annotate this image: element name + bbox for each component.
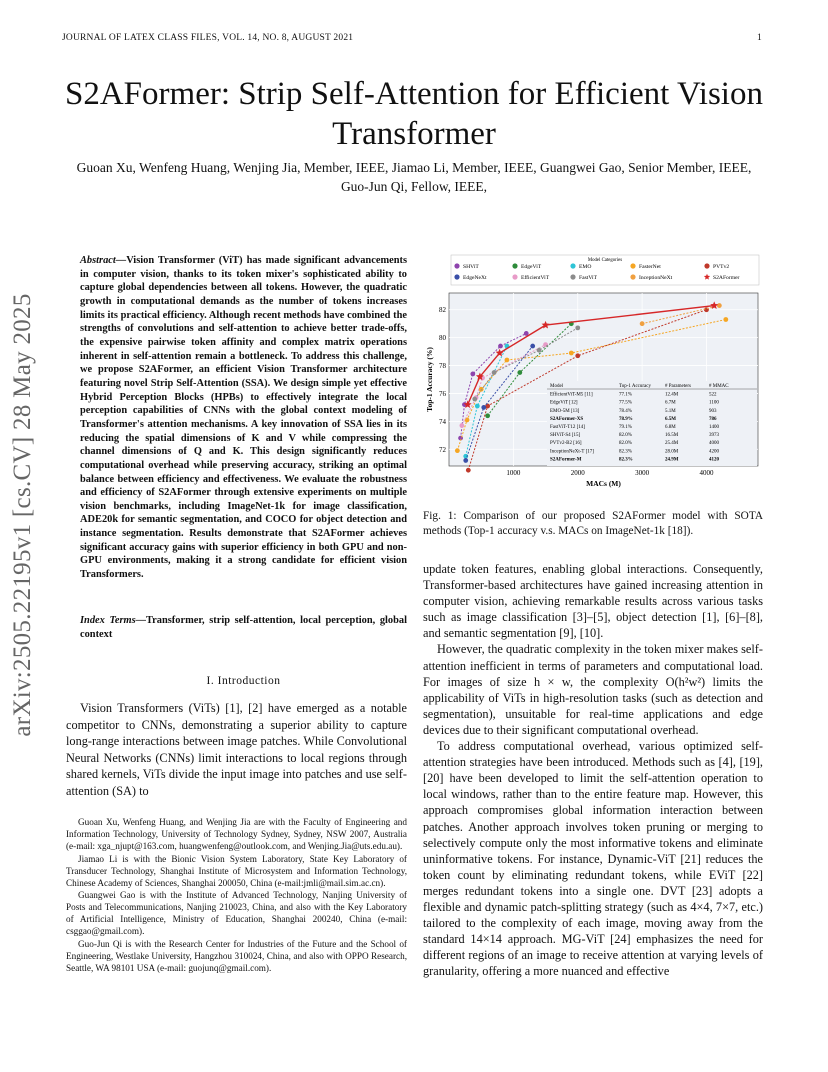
- table-header: Model: [550, 384, 564, 389]
- arxiv-stamp[interactable]: [6, 270, 40, 760]
- table-cell: InceptionNeXt-T [17]: [550, 449, 594, 455]
- y-tick-label: 80: [439, 334, 446, 343]
- data-point: [717, 303, 722, 308]
- table-cell: 28.0M: [665, 449, 679, 455]
- table-cell: EfficientViT-M5 [11]: [550, 392, 593, 398]
- paper-title: S2AFormer: Strip Self-Attention for Efficient Vision Transformer: [65, 76, 763, 152]
- legend-label: EfficientViT: [521, 275, 550, 281]
- table-cell: 903: [709, 408, 717, 414]
- table-cell: 82.0%: [619, 441, 632, 447]
- data-point: [466, 468, 471, 473]
- body-paragraph: To address computational overhead, various optimized self-attention strategies have been introduced. Methods such as [4], [19], [20] have been developed to limit the self-attention operation to local windows, rather than to the entire feature map. However, this approach compromises global information interaction between patches. Another approach involves token pruning or merging to selectively compute only the most informative tokens and eliminate uninformative tokens. For instance, Dynamic-ViT [21] reduces the token count by eliminating redundant tokens, while EViT [22] merges redundant tokens into a single one. DVT [23] adopts a flexible and dynamic patch-splitting strategy (such as 4×4, 7×7, etc.) tailored to the complexity of each image, moving away from the standard 14×14 approach. MG-ViT [24] emphasizes the need for different regions of an image to receive attention at varying levels of granularity, offering a more nuanced and effective: [423, 739, 763, 979]
- y-tick-label: 82: [439, 306, 446, 315]
- legend-label: SHViT: [463, 264, 479, 270]
- footnote: Jiamao Li is with the Bionic Vision System Laboratory, State Key Laboratory of Transducer Technology, Shanghai Institute of Microsystem and Information Technology, Chinese Academy of Sciences, Shanghai 200050, China (e-mail:jmli@mail.sim.ac.cn).: [66, 853, 407, 888]
- legend-label: InceptionNeXt: [639, 275, 673, 281]
- x-axis-label: MACs (M): [586, 479, 621, 488]
- data-point: [479, 387, 484, 392]
- legend-marker: [512, 274, 517, 279]
- abstract-label: Abstract—: [80, 255, 127, 266]
- legend-marker: [570, 274, 575, 279]
- legend-label: FasterNet: [639, 264, 661, 270]
- body-paragraph: However, the quadratic complexity in the token mixer makes self-attention inefficient in terms of parameters and computational load. For images of size h × w, the complexity O(h²w²) limits the applicability of ViTs in high-resolution tasks (such as detection and segmentation), unsuitable for real-time applications and edge devices due to their significant computational overhead.: [423, 642, 763, 737]
- table-cell: 12.4M: [665, 392, 679, 398]
- table-cell: 4120: [709, 457, 719, 463]
- table-cell: 82.3%: [619, 449, 632, 455]
- table-cell: 79.1%: [619, 425, 632, 430]
- y-tick-label: 76: [439, 389, 446, 398]
- intro-paragraph: Vision Transformers (ViTs) [1], [2] have emerged as a notable competitor to CNNs, demonstrating a superior ability to capture long-range interactions between image patches. While Convolutional Neural Networks (CNNs) limit interactions to local regions through shared kernels, ViTs divide the input image into patches and use self-attention (SA) to: [66, 701, 407, 798]
- legend-marker: [630, 274, 635, 279]
- legend-label: EdgeViT: [521, 264, 542, 270]
- table-cell: 4000: [709, 441, 719, 447]
- data-point: [530, 344, 535, 349]
- data-point: [492, 370, 497, 375]
- figure-caption: Fig. 1: Comparison of our proposed S2AFormer model with SOTA methods (Top-1 accuracy v.s. MACs on ImageNet-1k [18]).: [423, 510, 763, 537]
- table-cell: 78.9%: [619, 416, 633, 422]
- legend-label: S2AFormer: [713, 275, 740, 281]
- table-cell: EMO-5M [13]: [550, 408, 580, 414]
- legend-marker: [454, 263, 459, 268]
- table-cell: FastViT-T12 [14]: [550, 425, 585, 430]
- abstract: [80, 254, 407, 582]
- table-header: Top-1 Accuracy: [619, 384, 651, 389]
- data-point: [485, 413, 490, 418]
- table-header: # Parameters: [665, 384, 691, 389]
- journal-header: JOURNAL OF LATEX CLASS FILES, VOL. 14, NO. 8, AUGUST 2021: [62, 33, 354, 43]
- table-cell: 16.5M: [665, 433, 679, 439]
- table-cell: 6.8M: [665, 425, 676, 430]
- table-cell: 25.4M: [665, 441, 679, 447]
- legend-marker: [512, 263, 517, 268]
- table-cell: 5.1M: [665, 408, 676, 414]
- page-number: 1: [757, 33, 762, 43]
- author-list: Guoan Xu, Wenfeng Huang, Wenjing Jia, Member, IEEE, Jiamao Li, Member, IEEE, Guangwei Gao, Senior Member, IEEE, Guo-Jun Qi, Fellow, IEEE,: [76, 160, 752, 194]
- legend-label: EMO: [579, 264, 592, 270]
- table-cell: 82.3%: [619, 457, 633, 463]
- table-cell: 24.9M: [665, 457, 679, 463]
- table-cell: 4200: [709, 449, 719, 455]
- table-cell: SHViT-S4 [15]: [550, 433, 581, 439]
- data-point: [569, 351, 574, 356]
- abstract-text: Vision Transformer (ViT) has made significant advancements in computer vision, thanks to its token mixer's sophisticated ability to capture global dependencies between all tokens. However, the quadratic growth in computational demands as the number of tokens increases limits its practical efficiency. Although recent methods have combined the strengths of convolutions and self-attention to achieve better trade-offs, the expensive pairwise token affinity and complex matrix operations inherent in self-attention remain a bottleneck. To address this challenge, we propose S2AFormer, an efficient Vision Transformer architecture featuring novel Strip Self-Attention (SSA). We design simple yet effective Hybrid Perception Blocks (HPBs) to effectively integrate the local perception capabilities of CNNs with the global context modeling of Transformer's attention mechanisms. A key innovation of SSA lies in its reducing the spatial dimensions of K and V while compressing the channel dimensions of Q and K. This design significantly reduces computational overhead while preserving accuracy, striking an optimal balance between efficiency and effectiveness. We evaluate the robustness and efficiency of S2AFormer through extensive experiments on multiple vision benchmarks, including ImageNet-1k for image classification, ADE20k for semantic segmentation, and COCO for object detection and instance segmentation. Results demonstrate that S2AFormer achieves significant accuracy gains with superior efficiency in both GPU and non-GPU environments, making it a strong candidate for efficient vision Transformers.: [80, 255, 407, 581]
- data-point: [455, 448, 460, 453]
- table-cell: 77.1%: [619, 392, 632, 398]
- y-tick-label: 78: [439, 362, 446, 371]
- data-point: [472, 397, 477, 402]
- y-axis-label: Top-1 Accuracy (%): [425, 347, 434, 412]
- table-cell: 82.0%: [619, 433, 632, 439]
- legend-title: Model Categories: [587, 258, 623, 263]
- legend-label: FastViT: [579, 275, 597, 281]
- footnote: Guo-Jun Qi is with the Research Center for Industries of the Future and the School of Engineering, Westlake University, Hangzhou 310024, China, and also with OPPO Research, Seattle, WA 98101 USA (e-mail: guojunq@gmail.com).: [66, 939, 407, 973]
- table-cell: S2AFormer-XS: [550, 416, 584, 422]
- data-point: [575, 325, 580, 330]
- index-terms-label: Index Terms—: [80, 615, 147, 626]
- legend-marker: [454, 274, 459, 279]
- table-cell: PVTv2-B2 [16]: [550, 441, 582, 447]
- index-terms: [80, 614, 407, 641]
- data-point: [463, 458, 468, 463]
- arxiv-stamp-text: arXiv:2505.22195v1 [cs.CV] 28 May 2025: [9, 293, 36, 737]
- data-point: [470, 372, 475, 377]
- legend-marker: [630, 263, 635, 268]
- data-point: [723, 317, 728, 322]
- table-cell: 77.5%: [619, 400, 632, 406]
- table-cell: S2AFormer-M: [550, 457, 582, 463]
- data-point: [640, 321, 645, 326]
- table-cell: 78.4%: [619, 408, 632, 414]
- legend-marker: [704, 263, 709, 268]
- accuracy-vs-macs-chart: [423, 253, 763, 498]
- table-cell: 786: [709, 416, 717, 422]
- body-paragraph: update token features, enabling global interactions. Consequently, Transformer-based architectures have gained increasing attention in computer vision, achieving remarkable results across various tasks such as image classification [3]–[5], object detection [1], [6]–[8], and semantic segmentation [9], [10].: [423, 562, 763, 641]
- data-point: [543, 342, 548, 347]
- footnote: Guoan Xu, Wenfeng Huang, and Wenjing Jia are with the Faculty of Engineering and Information Technology, University of Technology Sydney, Sydney, NSW 2007, Australia (e-mail: xga_njupt@163.com, huangwenfeng@outlook.com, and Wenjing.Jia@uts.edu.au).: [66, 817, 407, 851]
- x-tick-label: 2000: [570, 469, 585, 477]
- y-tick-label: 74: [439, 417, 446, 426]
- data-point: [537, 348, 542, 353]
- data-point: [475, 404, 480, 409]
- table-cell: 3973: [709, 433, 719, 439]
- right-column-body: [423, 561, 763, 979]
- data-point: [517, 370, 522, 375]
- data-point: [498, 344, 503, 349]
- index-terms-text: Transformer, strip self-attention, local perception, global context: [80, 615, 407, 640]
- x-tick-label: 4000: [699, 469, 714, 477]
- data-point: [481, 405, 486, 410]
- x-tick-label: 3000: [635, 469, 650, 477]
- y-tick-label: 72: [439, 445, 446, 454]
- table-cell: 1100: [709, 400, 719, 406]
- footnote: Guangwei Gao is with the Institute of Advanced Technology, Nanjing University of Posts and Telecommunications, Nanjing 210023, China, and also with the Key Laboratory of Artificial Intelligence, Ministry of Education, Shanghai 200240, China (e-mail: csggao@gmail.com).: [66, 890, 407, 937]
- table-cell: 522: [709, 392, 717, 398]
- data-point: [459, 423, 464, 428]
- data-point: [505, 358, 510, 363]
- legend-marker: [570, 263, 575, 268]
- author-footnotes: [66, 817, 407, 976]
- section-heading: I. Introduction: [206, 675, 281, 687]
- legend-label: PVTv2: [713, 264, 730, 270]
- legend-label: EdgeNeXt: [463, 275, 487, 281]
- x-tick-label: 1000: [506, 469, 521, 477]
- table-cell: EdgeViT [12]: [550, 400, 578, 406]
- table-cell: 6.5M: [665, 416, 676, 422]
- data-point: [575, 353, 580, 358]
- table-cell: 6.7M: [665, 400, 676, 406]
- table-header: # MMAC: [709, 384, 729, 389]
- table-cell: 1400: [709, 425, 719, 430]
